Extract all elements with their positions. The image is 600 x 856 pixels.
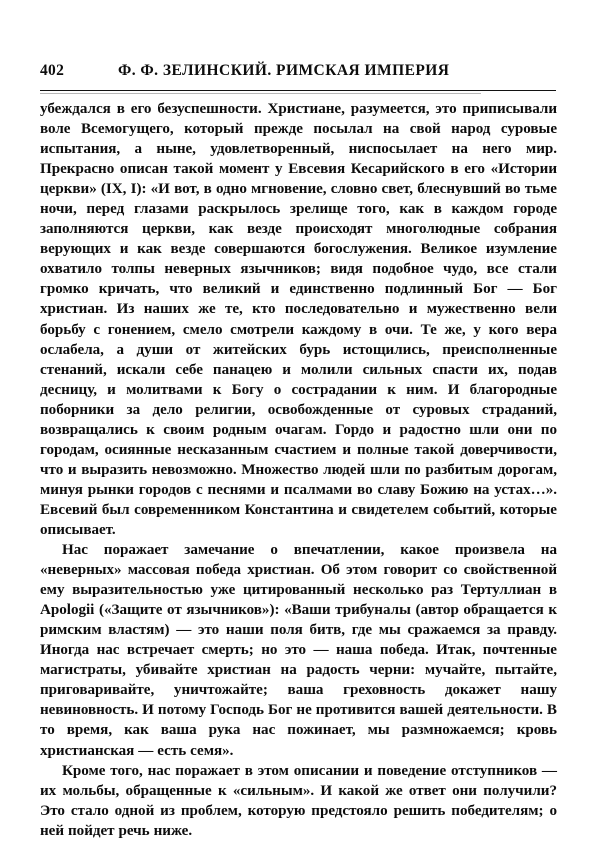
body-text-block [40, 99, 557, 841]
header-divider-rule [40, 90, 556, 91]
running-head [40, 62, 556, 86]
paragraph: Нас поражает замечание о впечатлении, какое произвела на «неверных» массовая победа христиан. Об этом говорит со свойственной ему выразительностью уже цитированный несколько раз Тертуллиан в Apologii («Защите от язычников»): «Ваши трибуналы (автор обращается к римским властям) — это наши поля битв, где мы сражаемся за правду. Иногда нас встречает смерть; но это — наша победа. Итак, почтенные магистраты, убивайте христиан на радость черни: мучайте, пытайте, приговаривайте, уничтожайте; ваша греховность докажет нашу невиновность. И потому Господь Бог не противится вашей деятельности. В то время, как ваша рука нас пожинает, мы размножаемся; кровь христианская — есть семя». [40, 542, 557, 759]
paragraph: убеждался в его безуспешности. Христиане, разумеется, это приписывали воле Всемогущего, который прежде посылал на свой народ суровые испытания, а ныне, удовлетворенный, ниспосылает на него мир. Прекрасно описан такой момент у Евсевия Кесарийского в его «Истории церкви» (IX, I): «И вот, в одно мгновение, словно свет, блеснувший во тьме ночи, перед глазами раскрылось зрелище того, как в каждом городе заполняются церкви, как везде происходят многолюдные собрания верующих и как везде совершаются богослужения. Великое изумление охватило толпы неверных язычников; видя подобное чудо, все стали громко кричать, что великий и единственно подлинный Бог — Бог христиан. Из наших же те, кто последовательно и мужественно вели борьбу с гонением, смело смотрели каждому в очи. Те же, у кого вера ослабела, а души от житейских бурь истощились, преисполненные стенаний, искали себе панацею и молили сильных спасти их, подав десницу, и молитвами к Богу о сострадании к ним. И благородные поборники за дело религии, освобожденные от суровых страданий, возвращались к своим родным очагам. Гордо и радостно шли они по городам, осиянные несказанным счастием и полные такой доверчивости, что и выразить невозможно. Множество людей шли по разбитым дорогам, минуя рынки городов с песнями и псалмами во славу Божию на устах…». Евсевий был современником Константина и свидетелем событий, которые описывает. [40, 101, 557, 538]
paragraph: Кроме того, нас поражает в этом описании и поведение отступников — их мольбы, обращенные к «сильным». И какой же ответ они получили? Это стало одной из проблем, которую предстояло решить победителям; о ней пойдет речь ниже. [40, 762, 557, 839]
running-title: Ф. Ф. ЗЕЛИНСКИЙ. РИМСКАЯ ИМПЕРИЯ [118, 62, 450, 79]
page-folio-number: 402 [40, 62, 65, 79]
